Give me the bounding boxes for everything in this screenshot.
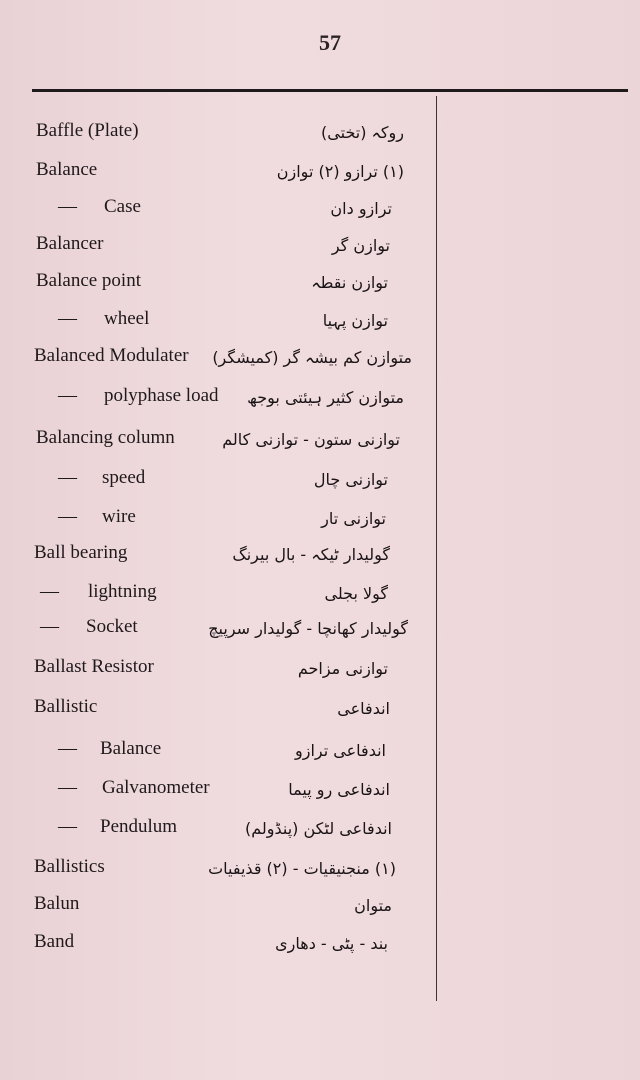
entry-term: Ballast Resistor: [34, 656, 154, 677]
entry-row: [0, 383, 436, 417]
urdu-translation: اندفاعی لٹکن (پنڈولم): [244, 819, 392, 838]
urdu-translation: توازنی تار: [321, 509, 386, 528]
sub-entry-term: speed: [102, 467, 146, 488]
urdu-translation: توازنی چال: [313, 470, 388, 489]
urdu-translation: گولا بجلی: [324, 584, 388, 603]
sub-entry-dash: —: [40, 616, 59, 637]
entry-row: [0, 343, 436, 377]
sub-entry-term: polyphase load: [104, 385, 219, 406]
entry-term: Balancer: [36, 233, 104, 254]
sub-entry-term: wire: [102, 506, 136, 527]
entry-term: Baffle (Plate): [36, 120, 139, 141]
urdu-translation: اندفاعی: [337, 699, 390, 718]
sub-entry-dash: —: [58, 506, 77, 527]
sub-entry-term: Galvanometer: [102, 777, 210, 798]
sub-entry-term: Case: [104, 196, 141, 217]
page-number: 57: [319, 30, 341, 55]
urdu-translation: توازنی ستون - توازنی کالم: [222, 430, 400, 449]
sub-entry-dash: —: [58, 738, 77, 759]
entry-row: [0, 854, 436, 888]
entry-row: [0, 118, 436, 152]
sub-entry-dash: —: [40, 581, 59, 602]
entry-row: [0, 465, 436, 499]
entry-row: [0, 194, 436, 228]
entry-term: Balancing column: [36, 427, 175, 448]
entry-term: Ballistics: [34, 856, 105, 877]
entry-term: Band: [34, 931, 75, 952]
urdu-translation: متوازن کثیر ہیئتی بوجھ: [247, 388, 404, 407]
sub-entry-term: wheel: [104, 308, 150, 329]
sub-entry-dash: —: [58, 467, 77, 488]
entry-row: [0, 504, 436, 538]
entry-row: [0, 540, 436, 574]
urdu-translation: توازنی مزاحم: [297, 659, 388, 678]
sub-entry-term: lightning: [88, 581, 157, 602]
sub-entry-dash: —: [58, 385, 77, 406]
entry-row: [0, 268, 436, 302]
sub-entry-dash: —: [58, 196, 77, 217]
urdu-translation: توازن گر: [331, 236, 390, 255]
sub-entry-term: Balance: [100, 738, 162, 759]
entry-row: [0, 306, 436, 340]
entry-term: Ballistic: [34, 696, 98, 717]
entry-row: [0, 694, 436, 728]
entry-row: [0, 579, 436, 613]
entry-term: Ball bearing: [34, 542, 128, 563]
urdu-translation: گولیدار ٹیکہ - بال بیرنگ: [232, 545, 390, 564]
urdu-translation: روکہ (تختی): [321, 123, 404, 142]
entry-term: Balun: [34, 893, 80, 914]
urdu-translation: توازن نقطہ: [311, 273, 388, 292]
entry-row: [0, 425, 436, 459]
entry-row: [0, 891, 436, 925]
urdu-translation: متوازن کم بیشہ گر (کمیشگر): [212, 348, 412, 367]
entry-term: Balance: [36, 159, 98, 180]
sub-entry-term: Pendulum: [100, 816, 178, 837]
urdu-translation: متوان: [354, 896, 392, 915]
urdu-translation: (۱) منجنیقیات - (۲) قذیفیات: [208, 859, 396, 878]
entry-row: [0, 736, 436, 770]
entry-row: [0, 814, 436, 848]
urdu-translation: (۱) ترازو (۲) توازن: [276, 162, 404, 181]
entry-row: [0, 654, 436, 688]
entry-term: Balanced Modulater: [34, 345, 189, 366]
urdu-translation: گولیدار کھانچا - گولیدار سرپیچ: [208, 619, 408, 638]
sub-entry-dash: —: [58, 816, 77, 837]
sub-entry-dash: —: [58, 308, 77, 329]
entry-row: [0, 157, 436, 191]
entry-row: [0, 929, 436, 963]
urdu-translation: توازن پہیا: [322, 311, 388, 330]
sub-entry-dash: —: [58, 777, 77, 798]
sub-entry-term: Socket: [86, 616, 138, 637]
urdu-translation: اندفاعی رو پیما: [288, 780, 390, 799]
urdu-translation: بند - پٹی - دھاری: [275, 934, 388, 953]
entry-row: [0, 614, 436, 648]
urdu-translation: ترازو دان: [330, 199, 392, 218]
entry-row: [0, 231, 436, 265]
entry-row: [0, 775, 436, 809]
urdu-translation: اندفاعی ترازو: [295, 741, 386, 760]
entry-term: Balance point: [36, 270, 141, 291]
